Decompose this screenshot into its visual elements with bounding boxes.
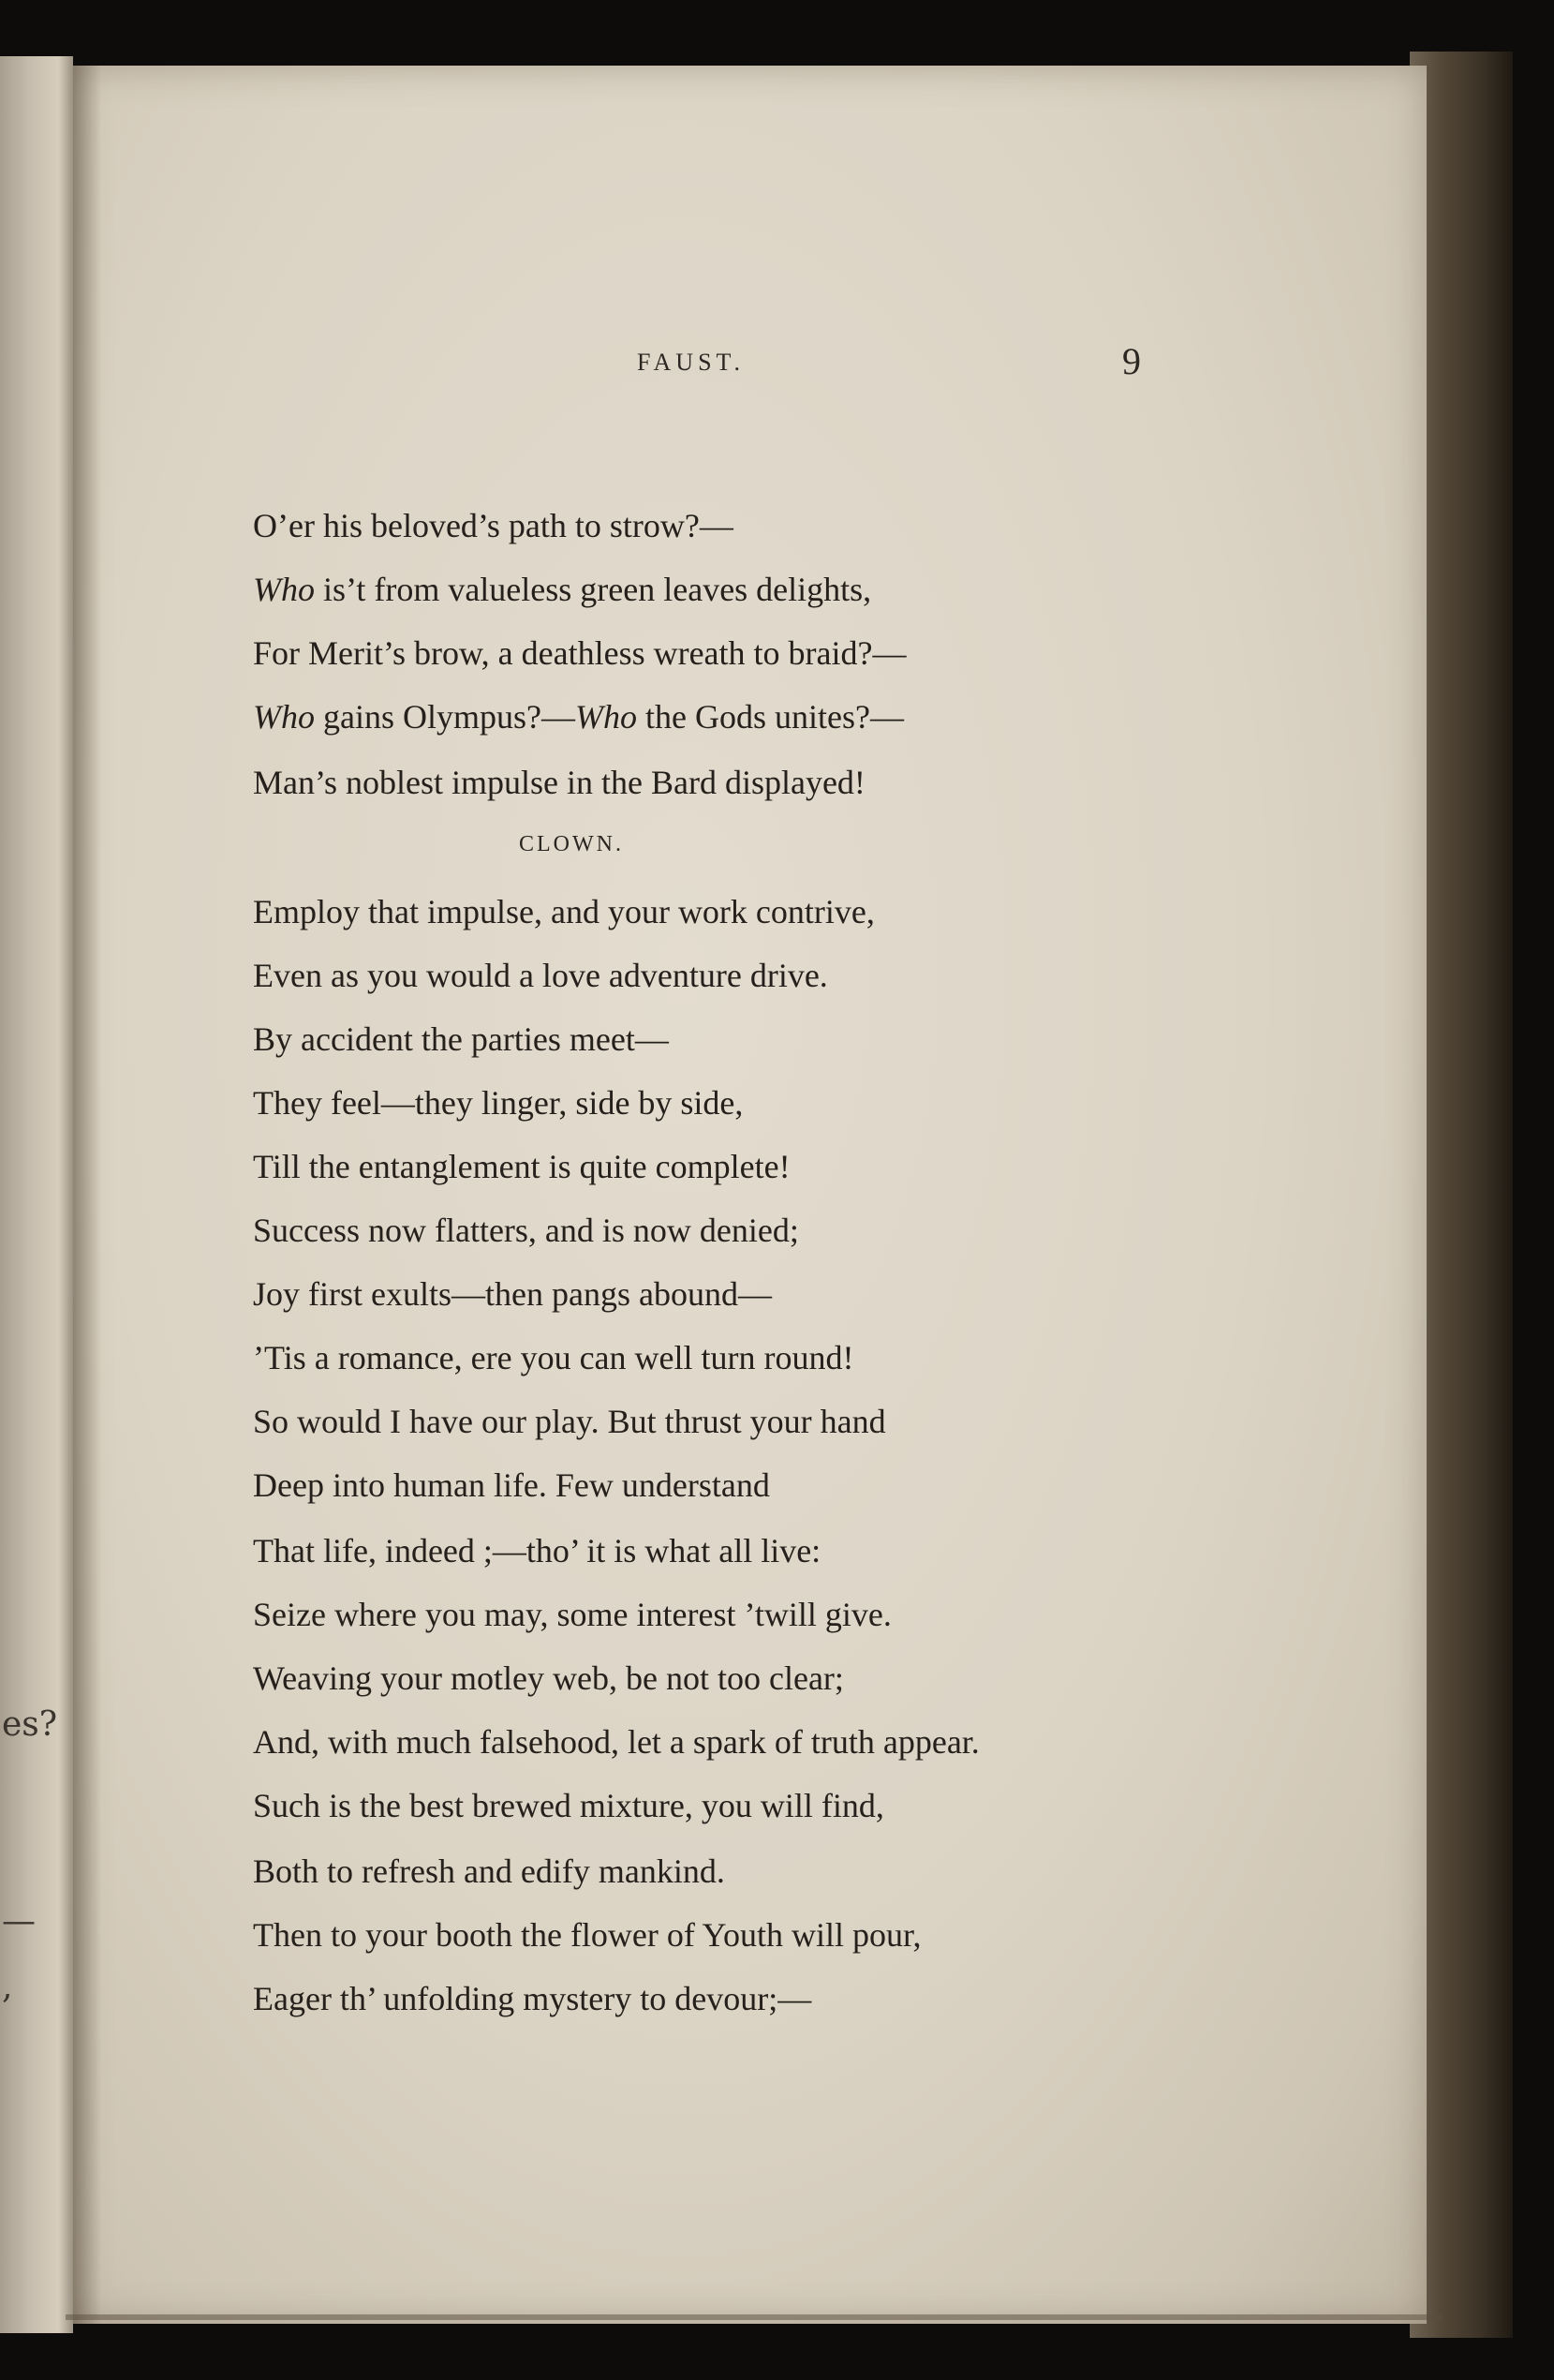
poem-line: Who gains Olympus?—Who the Gods unites?— <box>253 698 904 736</box>
page-bottom-edge <box>66 2314 1443 2320</box>
poem-line: Eager th’ unfolding mystery to devour;— <box>253 1980 812 2017</box>
poem-line: Man’s noblest impulse in the Bard displayed! <box>253 764 866 801</box>
left-page-fragment: — <box>2 1902 36 1941</box>
speaker-label: CLOWN. <box>519 832 624 856</box>
page-gutter-shadow <box>73 66 101 2324</box>
poem-line: For Merit’s brow, a deathless wreath to braid?— <box>253 634 907 672</box>
poem-line: Deep into human life. Few understand <box>253 1466 770 1504</box>
left-page-fragment: , <box>2 1968 13 2006</box>
left-page-fragment: es? <box>2 1705 58 1744</box>
poem-line: Such is the best brewed mixture, you will find, <box>253 1787 884 1824</box>
poem-line: ’Tis a romance, ere you can well turn round! <box>253 1339 854 1376</box>
previous-page-edge <box>0 56 73 2333</box>
poem-line: Employ that impulse, and your work contrive, <box>253 893 875 930</box>
page-number: 9 <box>1122 340 1141 382</box>
poem-line: Both to refresh and edify mankind. <box>253 1852 725 1890</box>
running-title: FAUST. <box>637 349 745 376</box>
poem-line: Joy first exults—then pangs abound— <box>253 1275 772 1313</box>
poem-line: So would I have our play. But thrust your hand <box>253 1403 886 1440</box>
poem-line: By accident the parties meet— <box>253 1020 669 1058</box>
poem-line: O’er his beloved’s path to strow?— <box>253 507 733 544</box>
poem-line: Success now flatters, and is now denied; <box>253 1212 799 1249</box>
poem-line: Then to your booth the flower of Youth will pour, <box>253 1916 922 1954</box>
poem-line: Weaving your motley web, be not too clear; <box>253 1659 844 1697</box>
poem-line: Who is’t from valueless green leaves delights, <box>253 571 872 608</box>
poem-line: That life, indeed ;—tho’ it is what all live: <box>253 1532 821 1569</box>
poem-line: Even as you would a love adventure drive. <box>253 957 828 994</box>
book-page <box>73 66 1427 2324</box>
poem-line: They feel—they linger, side by side, <box>253 1084 744 1122</box>
poem-line: Seize where you may, some interest ’twill give. <box>253 1596 892 1633</box>
running-header <box>73 339 1427 395</box>
poem-line: And, with much falsehood, let a spark of truth appear. <box>253 1723 980 1761</box>
poem-line: Till the entanglement is quite complete! <box>253 1148 791 1185</box>
